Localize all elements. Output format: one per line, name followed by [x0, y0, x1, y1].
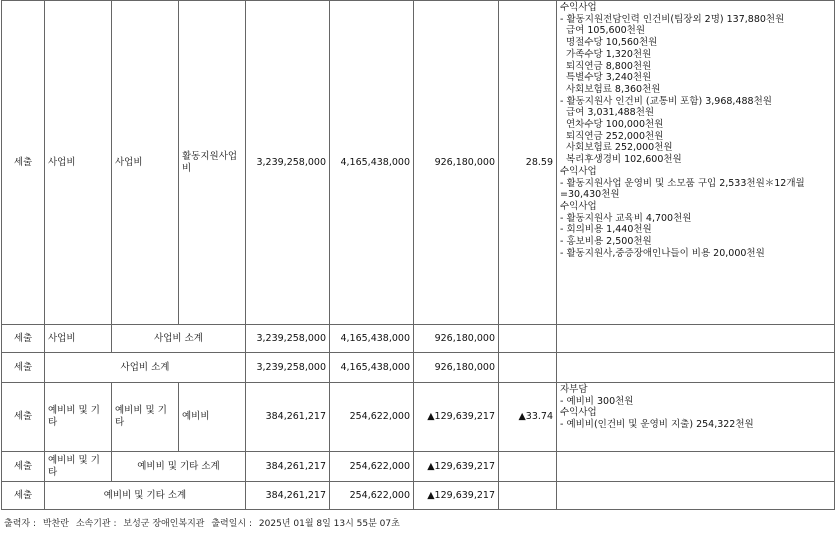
curr-amount-cell: 254,622,000 — [330, 452, 414, 482]
detail-line: - 홍보비용 2,500천원 — [560, 236, 652, 248]
printer-label: 출력자 : — [4, 519, 36, 529]
detail-cell — [557, 325, 835, 353]
detail-line: 급여 105,600천원 — [566, 25, 646, 37]
detail-line: 복리후생경비 102,600천원 — [566, 154, 682, 166]
diff-cell: 926,180,000 — [414, 353, 499, 383]
detail-line: 자부담 — [560, 384, 588, 395]
subcategory-cell: 예비비 및 기타 — [112, 383, 179, 452]
curr-amount-cell: 4,165,438,000 — [330, 353, 414, 383]
org-label: 소속기관 : — [75, 519, 117, 529]
subtotal-label: 사업비 소계 — [112, 325, 246, 353]
detail-line: - 활동지원사,중증장애인나들이 비용 20,000천원 — [560, 247, 765, 259]
item-cell: 예비비 — [179, 383, 246, 452]
prev-amount-cell: 3,239,258,000 — [246, 1, 330, 325]
print-date-value: 2025년 01월 8일 13시 55분 07초 — [258, 519, 400, 529]
detail-line: 특별수당 3,240천원 — [566, 72, 652, 84]
type-cell: 세출 — [2, 383, 45, 452]
detail-line: 퇴직연금 8,800천원 — [566, 60, 652, 72]
ratio-cell — [499, 452, 557, 482]
table-row — [2, 353, 835, 383]
detail-line: 수익사업 — [560, 200, 597, 212]
prev-amount-cell: 384,261,217 — [246, 482, 330, 510]
prev-amount-cell: 3,239,258,000 — [246, 325, 330, 353]
detail-line: 사회보험료 8,360천원 — [566, 83, 661, 95]
type-cell: 세출 — [2, 353, 45, 383]
detail-line: 퇴직연금 252,000천원 — [566, 130, 664, 142]
budget-table — [1, 0, 835, 510]
diff-cell: ▲129,639,217 — [414, 452, 499, 482]
detail-line: 사회보험료 252,000천원 — [566, 142, 673, 154]
type-cell: 세출 — [2, 1, 45, 325]
ratio-cell — [499, 353, 557, 383]
detail-line: 가족수당 1,320천원 — [566, 48, 652, 60]
detail-line: 명절수당 10,560천원 — [566, 37, 658, 49]
type-cell: 세출 — [2, 325, 45, 353]
table-row — [2, 452, 835, 482]
diff-cell: 926,180,000 — [414, 1, 499, 325]
category-cell: 사업비 — [45, 1, 112, 325]
detail-line: 수익사업 — [560, 165, 597, 177]
table-row — [2, 482, 835, 510]
print-date-label: 출력일시 : — [211, 519, 253, 529]
subtotal-label: 예비비 및 기타 소계 — [45, 482, 246, 510]
detail-line: =30,430천원 — [560, 189, 620, 201]
diff-cell: ▲129,639,217 — [414, 482, 499, 510]
category-cell: 예비비 및 기타 — [45, 383, 112, 452]
diff-cell: 926,180,000 — [414, 325, 499, 353]
ratio-cell — [499, 325, 557, 353]
ratio-cell — [499, 482, 557, 510]
detail-line: - 예비비 300천원 — [560, 395, 634, 407]
prev-amount-cell: 384,261,217 — [246, 452, 330, 482]
detail-line: 수익사업 — [560, 407, 597, 419]
curr-amount-cell: 4,165,438,000 — [330, 325, 414, 353]
table-row — [2, 383, 835, 452]
curr-amount-cell: 254,622,000 — [330, 383, 414, 452]
detail-cell — [557, 452, 835, 482]
detail-line: - 활동지원사업 운영비 및 소모품 구입 2,533천원＊12개월 — [560, 177, 805, 189]
detail-line: - 예비비(인건비 및 운영비 지출) 254,322천원 — [560, 419, 754, 431]
printer-name: 박찬란 — [42, 519, 69, 529]
detail-line: - 회의비용 1,440천원 — [560, 224, 652, 236]
ratio-cell: ▲33.74 — [499, 383, 557, 452]
prev-amount-cell: 3,239,258,000 — [246, 353, 330, 383]
org-name: 보성군 장애인복지관 — [123, 519, 205, 529]
type-cell: 세출 — [2, 482, 45, 510]
curr-amount-cell: 4,165,438,000 — [330, 1, 414, 325]
subcategory-cell: 사업비 — [112, 1, 179, 325]
item-cell: 활동지원사업비 — [179, 1, 246, 325]
detail-line: 연차수당 100,000천원 — [566, 119, 664, 131]
prev-amount-cell: 384,261,217 — [246, 383, 330, 452]
detail-cell — [557, 482, 835, 510]
print-footer — [4, 516, 404, 529]
detail-cell — [557, 383, 835, 452]
type-cell: 세출 — [2, 452, 45, 482]
subtotal-label: 예비비 및 기타 소계 — [112, 452, 246, 482]
category-cell: 예비비 및 기타 — [45, 452, 112, 482]
detail-line: - 활동지원사 교육비 4,700천원 — [560, 212, 692, 224]
table-row — [2, 325, 835, 353]
table-row — [2, 1, 835, 325]
detail-line: - 활동지원사 인건비 (교통비 포함) 3,968,488천원 — [560, 95, 772, 107]
detail-cell — [557, 1, 835, 325]
subtotal-label: 사업비 소계 — [45, 353, 246, 383]
category-cell: 사업비 — [45, 325, 112, 353]
detail-line: 수익사업 — [560, 2, 597, 13]
detail-cell — [557, 353, 835, 383]
detail-line: - 활동지원전담인력 인건비(팀장외 2명) 137,880천원 — [560, 13, 785, 25]
curr-amount-cell: 254,622,000 — [330, 482, 414, 510]
detail-line: 급여 3,031,488천원 — [566, 107, 655, 119]
ratio-cell: 28.59 — [499, 1, 557, 325]
diff-cell: ▲129,639,217 — [414, 383, 499, 452]
